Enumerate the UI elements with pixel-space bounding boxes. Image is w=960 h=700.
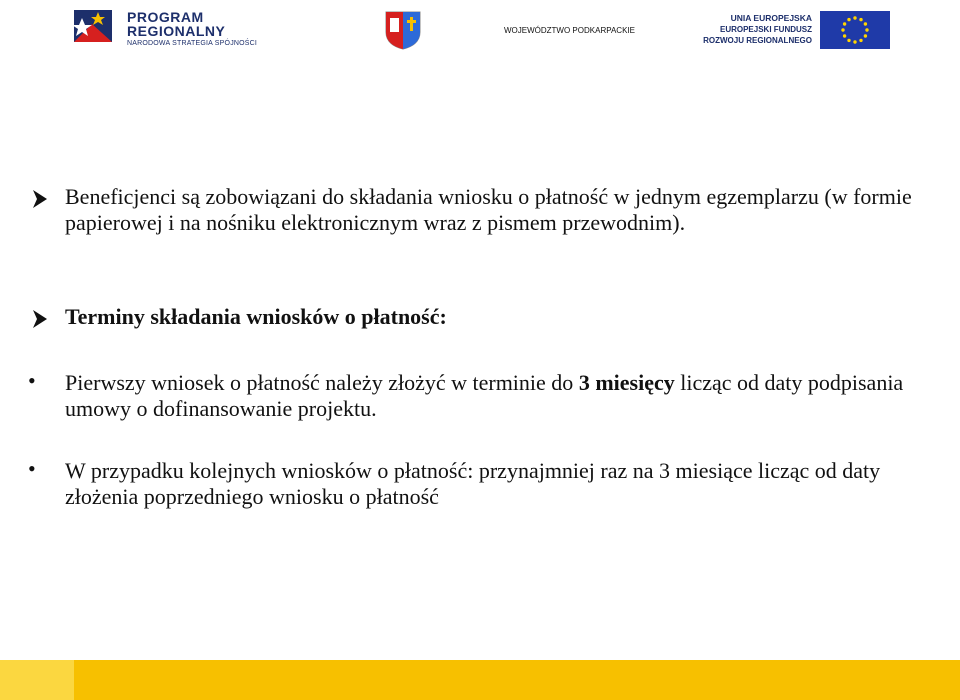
program-logo-line1: PROGRAM	[127, 9, 204, 25]
item-text: Beneficjenci są zobowiązani do składania wniosku o płatność w jednym egzemplarzu (w formie papierowej i na nośniku elektronicznym wraz z pismem przewodnim).	[65, 184, 912, 235]
arrowhead-bullet-icon	[28, 308, 52, 330]
eu-flag-icon	[820, 11, 890, 49]
footer-bar	[0, 660, 960, 700]
dot-bullet-icon: •	[28, 456, 36, 481]
program-logo-line2: REGIONALNY	[127, 23, 226, 39]
eu-label-line2: EUROPEJSKI FUNDUSZ	[719, 25, 812, 34]
section-heading: Terminy składania wniosków o płatność:	[65, 304, 447, 329]
eu-label-line1: UNIA EUROPEJSKA	[730, 13, 812, 23]
program-logo-line3: NARODOWA STRATEGIA SPÓJNOŚCI	[127, 40, 258, 47]
arrowhead-bullet-icon	[28, 188, 52, 210]
dot-bullet-icon: •	[28, 368, 36, 393]
footer-accent-block	[0, 660, 74, 700]
item-text-end: licząc od daty podpisania umowy o dofinansowanie projektu.	[65, 370, 904, 421]
program-regionalny-wordmark	[127, 10, 257, 49]
item-text: W przypadku kolejnych wniosków o płatność: przynajmniej raz na 3 miesiące licząc od daty złożenia poprzedniego wniosku o płatność	[65, 458, 881, 509]
voivodeship-label: WOJEWÓDZTWO PODKARPACKIE	[504, 26, 635, 35]
item-text-emphasis: 3 miesięcy	[578, 370, 675, 395]
item-text-start: Pierwszy wniosek o płatność należy złożyć w terminie do	[65, 370, 579, 395]
eu-label-line3: ROZWOJU REGIONALNEGO	[703, 36, 812, 45]
item-text	[65, 370, 925, 422]
program-regionalny-logo	[72, 4, 272, 54]
eu-fund-label	[686, 13, 812, 46]
podkarpackie-crest-icon	[384, 10, 422, 50]
program-regionalny-emblem-icon	[72, 4, 120, 54]
logo-bar	[0, 0, 960, 60]
